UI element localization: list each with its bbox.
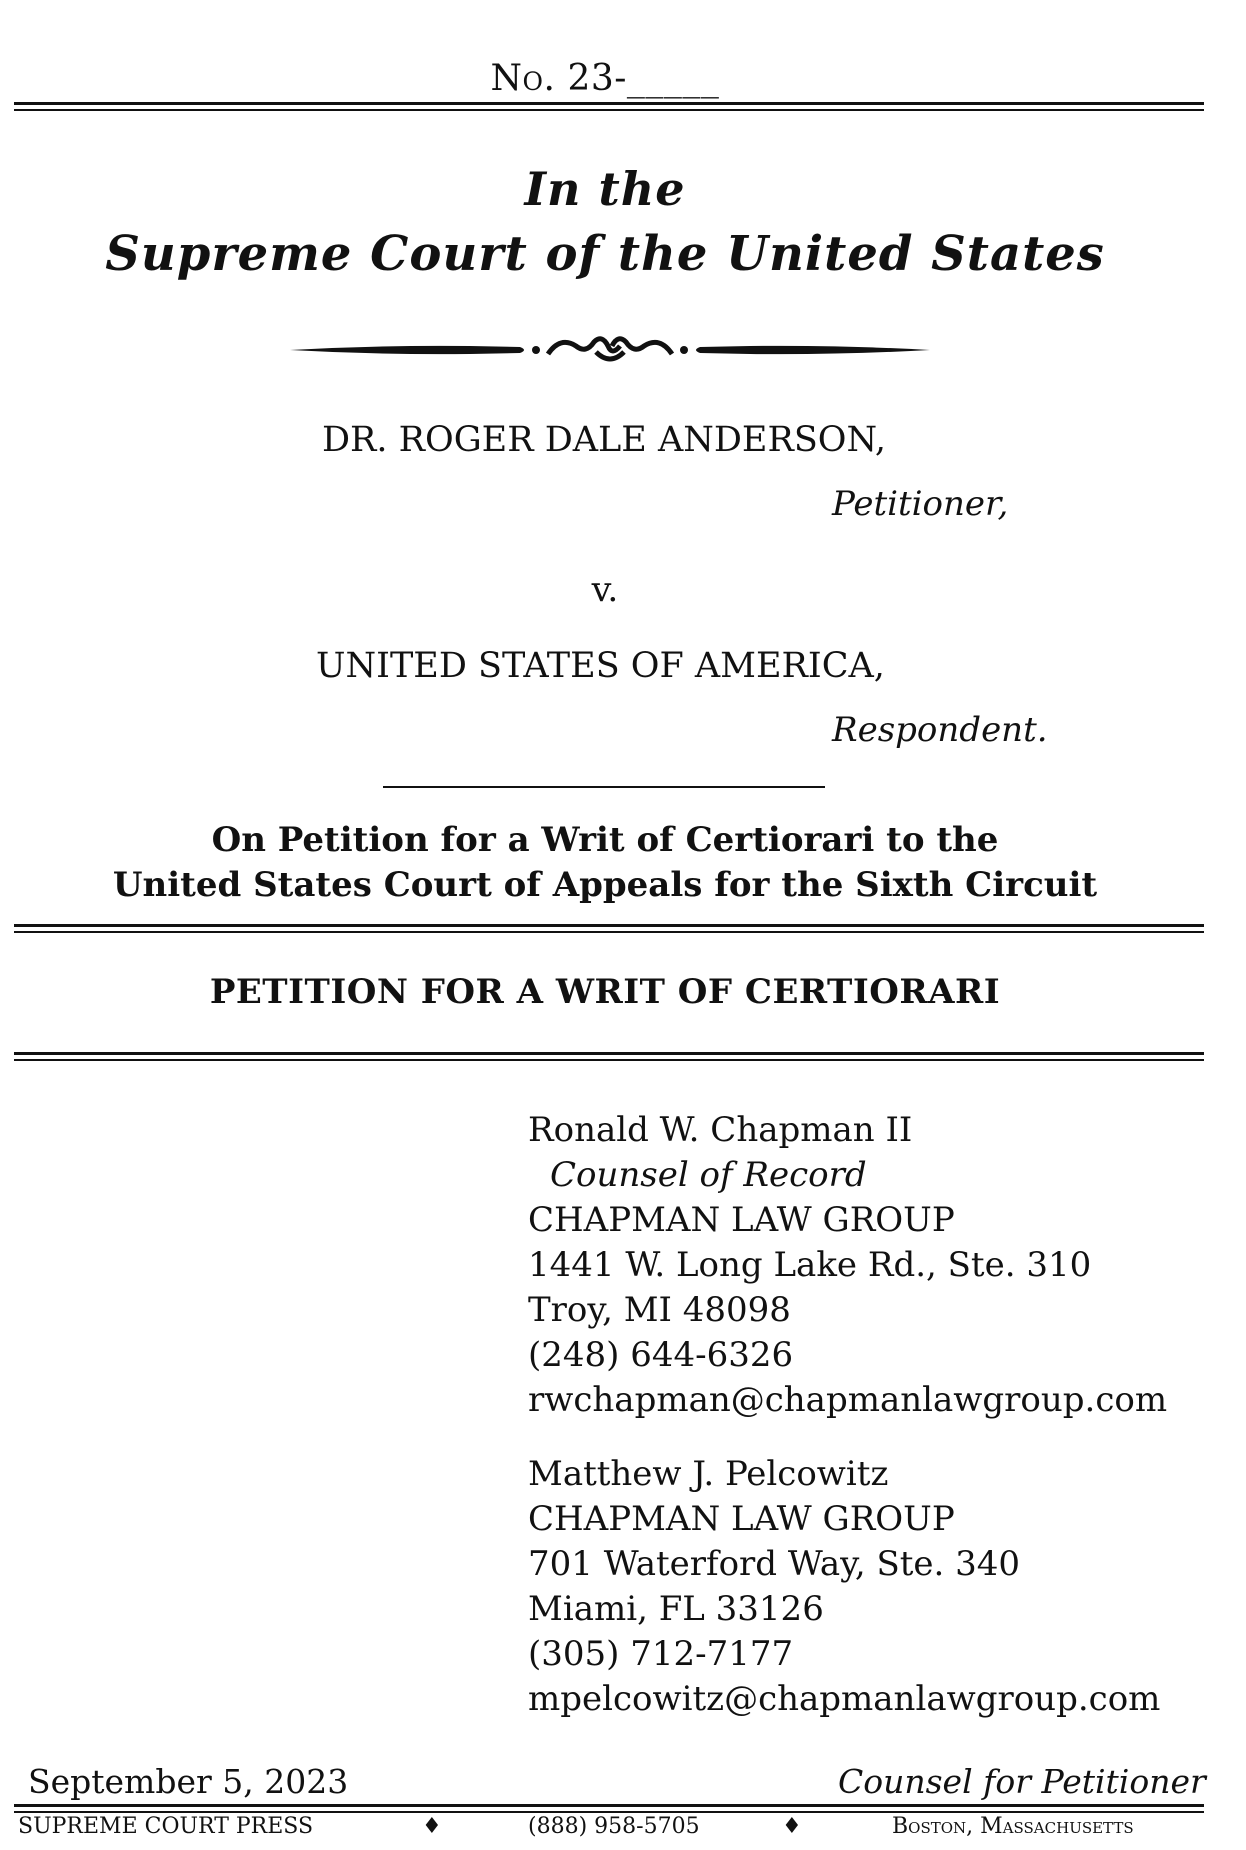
caption-line-2: United States Court of Appeals for the Sixth Circuit xyxy=(112,865,1098,905)
counsel-address-2: Miami, FL 33126 xyxy=(528,1589,824,1629)
counsel-email[interactable]: rwchapman@chapmanlawgroup.com xyxy=(528,1380,1168,1420)
counsel-name: Matthew J. Pelcowitz xyxy=(528,1454,889,1494)
versus: v. xyxy=(591,570,619,610)
respondent-name: UNITED STATES OF AMERICA, xyxy=(316,646,885,686)
docket-prefix: No. xyxy=(490,58,556,99)
filing-date: September 5, 2023 xyxy=(28,1762,349,1801)
petitioner-role: Petitioner, xyxy=(832,484,1009,524)
top-double-rule xyxy=(14,102,1204,111)
counsel-designation: Counsel of Record xyxy=(550,1155,867,1195)
docket-number xyxy=(0,58,1210,99)
counsel-firm: CHAPMAN LAW GROUP xyxy=(528,1499,955,1539)
counsel-phone: (305) 712-7177 xyxy=(528,1634,794,1674)
caption-double-rule xyxy=(14,924,1204,933)
press-phone: (888) 958-5705 xyxy=(528,1814,700,1839)
counsel-block-2 xyxy=(528,1452,1160,1722)
document-title: PETITION FOR A WRIT OF CERTIORARI xyxy=(209,972,1001,1012)
press-name: SUPREME COURT PRESS xyxy=(18,1814,314,1839)
petitioner-name: DR. ROGER DALE ANDERSON, xyxy=(322,420,886,460)
separator-line xyxy=(383,786,825,788)
counsel-address-1: 1441 W. Long Lake Rd., Ste. 310 xyxy=(528,1245,1092,1285)
court-line-1: In the xyxy=(524,162,686,216)
footer-double-rule xyxy=(14,1804,1204,1813)
diamond-icon: ♦ xyxy=(782,1814,802,1839)
counsel-address-2: Troy, MI 48098 xyxy=(528,1290,791,1330)
petition-caption xyxy=(0,818,1210,908)
caption-line-1: On Petition for a Writ of Certiorari to the xyxy=(211,820,999,860)
scroll-ornament-icon xyxy=(290,332,930,368)
docket-value: 23-_____ xyxy=(567,58,720,99)
counsel-for-label: Counsel for Petitioner xyxy=(838,1762,1206,1801)
counsel-block-1 xyxy=(528,1108,1167,1423)
counsel-phone: (248) 644-6326 xyxy=(528,1335,794,1375)
diamond-icon: ♦ xyxy=(422,1814,442,1839)
counsel-email[interactable]: mpelcowitz@chapmanlawgroup.com xyxy=(528,1679,1161,1719)
respondent-role: Respondent. xyxy=(832,710,1048,750)
counsel-firm: CHAPMAN LAW GROUP xyxy=(528,1200,955,1240)
counsel-address-1: 701 Waterford Way, Ste. 340 xyxy=(528,1544,1021,1584)
counsel-name: Ronald W. Chapman II xyxy=(528,1110,913,1150)
court-line-2: Supreme Court of the United States xyxy=(105,226,1105,282)
press-location: Boston, Massachusetts xyxy=(892,1814,1134,1839)
title-double-rule xyxy=(14,1052,1204,1061)
